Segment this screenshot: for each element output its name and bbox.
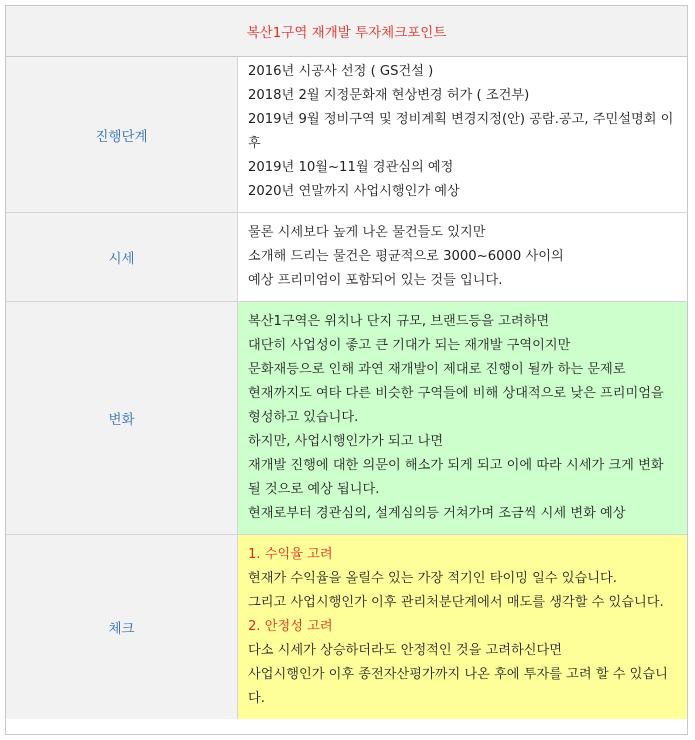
stage-line: 2018년 2월 지정문화재 현상변경 허가 ( 조건부) [248,88,530,103]
check-line: 현재가 수익율을 올릴수 있는 가장 적기인 타이밍 일수 있습니다. [248,571,617,586]
check-line: 그리고 사업시행인가 이후 관리처분단계에서 매도를 생각할 수 있습니다. [248,595,664,610]
row-price [6,213,687,302]
change-line: 현재까지도 여타 다른 비슷한 구역들에 비해 상대적으로 낮은 프리미엄을 형성하고 있습니다. [248,386,664,425]
change-line: 대단히 사업성이 좋고 큰 기대가 되는 재개발 구역이지만 [248,338,571,353]
row-check [6,535,687,720]
change-line: 문화재등으로 인해 과연 재개발이 제대로 진행이 될까 하는 문제로 [248,362,626,377]
change-line: 현재로부터 경관심의, 설계심의등 거쳐가며 조금씩 시세 변화 예상 [248,506,626,521]
check-line: 다소 시세가 상승하더라도 안정적인 것을 고려하신다면 [248,643,562,658]
table-title: 복산1구역 재개발 투자체크포인트 [6,6,687,57]
row-content-check [238,535,688,720]
row-content-stage [238,57,688,213]
price-line: 예상 프리미엄이 포함되어 있는 것들 입니다. [248,273,503,288]
price-line: 소개해 드리는 물건은 평균적으로 3000~6000 사이의 [248,249,564,264]
row-label-change: 변화 [6,302,238,535]
checkpoint-table [5,5,688,735]
row-content-change [238,302,688,535]
row-label-price: 시세 [6,213,238,302]
row-change [6,302,687,535]
change-line: 하지만, 사업시행인가가 되고 나면 [248,434,444,449]
check-heading-stability: 2. 안정성 고려 [248,619,333,634]
stage-line: 2019년 9월 정비구역 및 정비계획 변경지정(안) 공람.공고, 주민설명회 이후 [248,112,674,151]
stage-line: 2016년 시공사 선정 ( GS건설 ) [248,64,434,79]
row-label-check: 체크 [6,535,238,720]
price-line: 물론 시세보다 높게 나온 물건들도 있지만 [248,225,486,240]
stage-line: 2020년 연말까지 사업시행인가 예상 [248,184,460,199]
stage-line: 2019년 10월~11월 경관심의 예정 [248,160,454,175]
checkpoint-grid [6,57,687,719]
row-label-stage: 진행단계 [6,57,238,213]
check-heading-profit: 1. 수익율 고려 [248,547,333,562]
change-line: 재개발 진행에 대한 의문이 해소가 되게 되고 이에 따라 시세가 크게 변화 될 것으로 예상 됩니다. [248,458,664,497]
row-stage [6,57,687,213]
row-content-price [238,213,688,302]
check-line: 사업시행인가 이후 종전자산평가까지 나온 후에 투자를 고려 할 수 있습니다. [248,667,668,706]
change-line: 복산1구역은 위치나 단지 규모, 브랜드등을 고려하면 [248,314,550,329]
